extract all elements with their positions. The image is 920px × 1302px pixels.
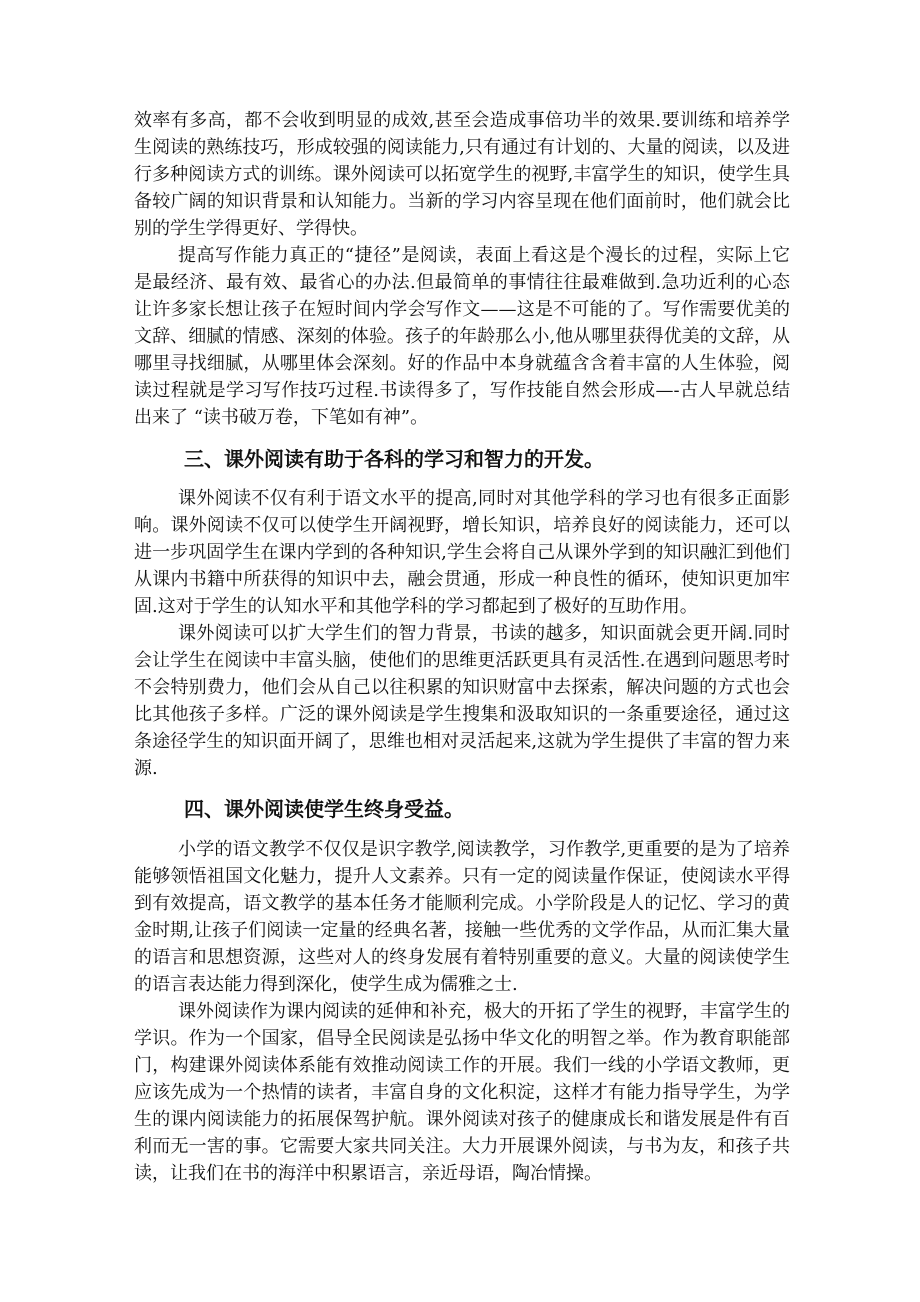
paragraph-writing-shortcut: 提高写作能力真正的“捷径”是阅读，表面上看这是个漫长的过程，实际上它是最经济、最有效、最省心的办法.但最简单的事情往往最难做到.急功近利的心态让许多家长想让孩子在短时间内学会写作文——这是不可能的了。写作需要优美的文辞、细腻的情感、深刻的体验。孩子的年龄那么小,他从哪里获得优美的文辞，从哪里寻找细腻，从哪里体会深刻。好的作品中本身就蕴含含着丰富的人生体验，阅读过程就是学习写作技巧过程.书读得多了，写作技能自然会形成—-古人早就总结出来了 “读书破万卷，下笔如有神”。 (134, 245, 790, 428)
section-heading-3: 三、课外阅读有助于各科的学习和智力的开发。 (184, 447, 604, 471)
paragraph-conclusion: 课外阅读作为课内阅读的延伸和补充，极大的开拓了学生的视野，丰富学生的学识。作为一个国家，倡导全民阅读是弘扬中华文化的明智之举。作为教育职能部门，构建课外阅读体系能有效推动阅读工作的开展。我们一线的小学语文教师，更应该先成为一个热情的读者，丰富自身的文化积淀，这样才有能力指导学生，为学生的课内阅读能力的拓展保驾护航。课外阅读对孩子的健康成长和谐发展是件有百利而无一害的事。它需要大家共同关注。大力开展课外阅读，与书为友，和孩子共读，让我们在书的海洋中积累语言，亲近母语，陶冶情操。 (134, 1001, 790, 1184)
paragraph-continued: 效率有多高，都不会收到明显的成效,甚至会造成事倍功半的效果.要训练和培养学生阅读的熟练技巧，形成较强的阅读能力,只有通过有计划的、大量的阅读，以及进行多种阅读方式的训练。课外阅读可以拓宽学生的视野,丰富学生的知识，使学生具备较广阔的知识背景和认知能力。当新的学习内容呈现在他们面前时，他们就会比别的学生学得更好、学得快。 (134, 110, 790, 239)
paragraph-intellectual-background: 课外阅读可以扩大学生们的智力背景，书读的越多，知识面就会更开阔.同时会让学生在阅读中丰富头脑，使他们的思维更活跃更具有灵活性.在遇到问题思考时不会特别费力，他们会从自己以往积累的知识财富中去探索，解决问题的方式也会比其他孩子多样。广泛的课外阅读是学生搜集和汲取知识的一条重要途径，通过这条途径学生的知识面开阔了，思维也相对灵活起来,这就为学生提供了丰富的智力来源. (134, 623, 790, 779)
paragraph-lifelong-benefit: 小学的语文教学不仅仅是识字教学,阅读教学，习作教学,更重要的是为了培养能够领悟祖国文化魅力，提升人文素养。只有一定的阅读量作保证，使阅读水平得到有效提高，语文教学的基本任务才能顺利完成。小学阶段是人的记忆、学习的黄金时期,让孩子们阅读一定量的经典名著，接触一些优秀的文学作品，从而汇集大量的语言和思想资源，这些对人的终身发展有着特别重要的意义。大量的阅读使学生的语言表达能力得到深化，使学生成为儒雅之士. (134, 839, 790, 995)
section-heading-4: 四、课外阅读使学生终身受益。 (184, 797, 464, 821)
paragraph-other-subjects: 课外阅读不仅有利于语文水平的提高,同时对其他学科的学习也有很多正面影响。课外阅读不仅可以使学生开阔视野，增长知识，培养良好的阅读能力，还可以进一步巩固学生在课内学到的各种知识,学生会将自己从课外学到的知识融汇到他们从课内书籍中所获得的知识中去，融会贯通，形成一种良性的循环，使知识更加牢固.这对于学生的认知水平和其他学科的学习都起到了极好的互助作用。 (134, 488, 790, 617)
document-body (134, 107, 790, 1187)
